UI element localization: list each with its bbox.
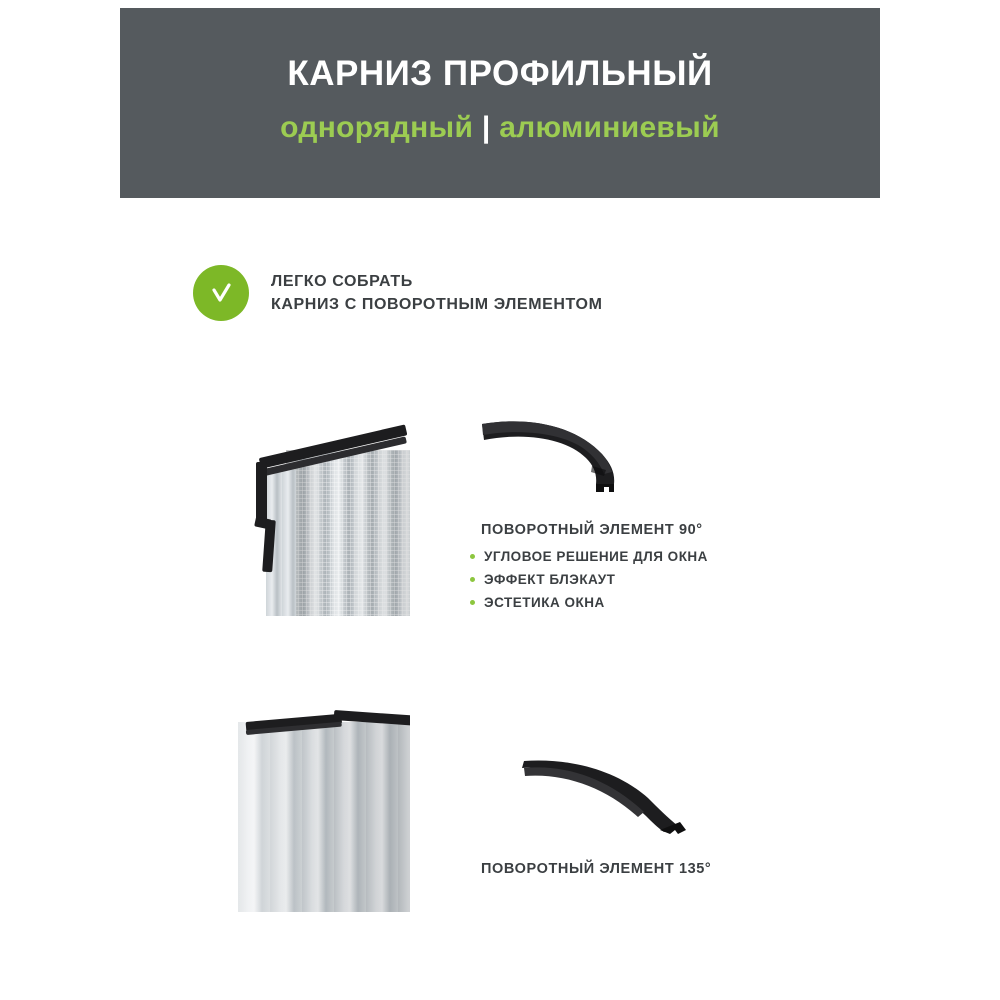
feature-line-2: КАРНИЗ С ПОВОРОТНЫМ ЭЛЕМЕНТОМ bbox=[271, 296, 603, 313]
list-item: ЭСТЕТИКА ОКНА bbox=[470, 595, 708, 610]
caption-part-135: ПОВОРОТНЫЙ ЭЛЕМЕНТ 135° bbox=[481, 861, 712, 877]
feature-text bbox=[271, 270, 603, 316]
bullet-list-90 bbox=[470, 549, 708, 618]
caption-part-90: ПОВОРОТНЫЙ ЭЛЕМЕНТ 90° bbox=[481, 522, 703, 538]
subtitle-left: однорядный bbox=[280, 110, 474, 144]
photo-corner-135 bbox=[238, 700, 410, 912]
list-item: ЭФФЕКТ БЛЭКАУТ bbox=[470, 572, 708, 587]
list-item: УГЛОВОЕ РЕШЕНИЕ ДЛЯ ОКНА bbox=[470, 549, 708, 564]
part-image-90 bbox=[480, 412, 660, 502]
page-title: КАРНИЗ ПРОФИЛЬНЫЙ bbox=[287, 54, 713, 93]
subtitle-separator: | bbox=[473, 110, 500, 144]
photo-corner-90 bbox=[238, 408, 410, 616]
page-subtitle bbox=[120, 110, 880, 146]
part-image-135 bbox=[520, 760, 700, 840]
feature-line-1: ЛЕГКО СОБРАТЬ bbox=[271, 272, 413, 290]
header-banner bbox=[120, 8, 880, 198]
subtitle-right: алюминиевый bbox=[499, 110, 720, 144]
feature-badge-row bbox=[193, 265, 603, 321]
check-circle-icon bbox=[193, 265, 249, 321]
